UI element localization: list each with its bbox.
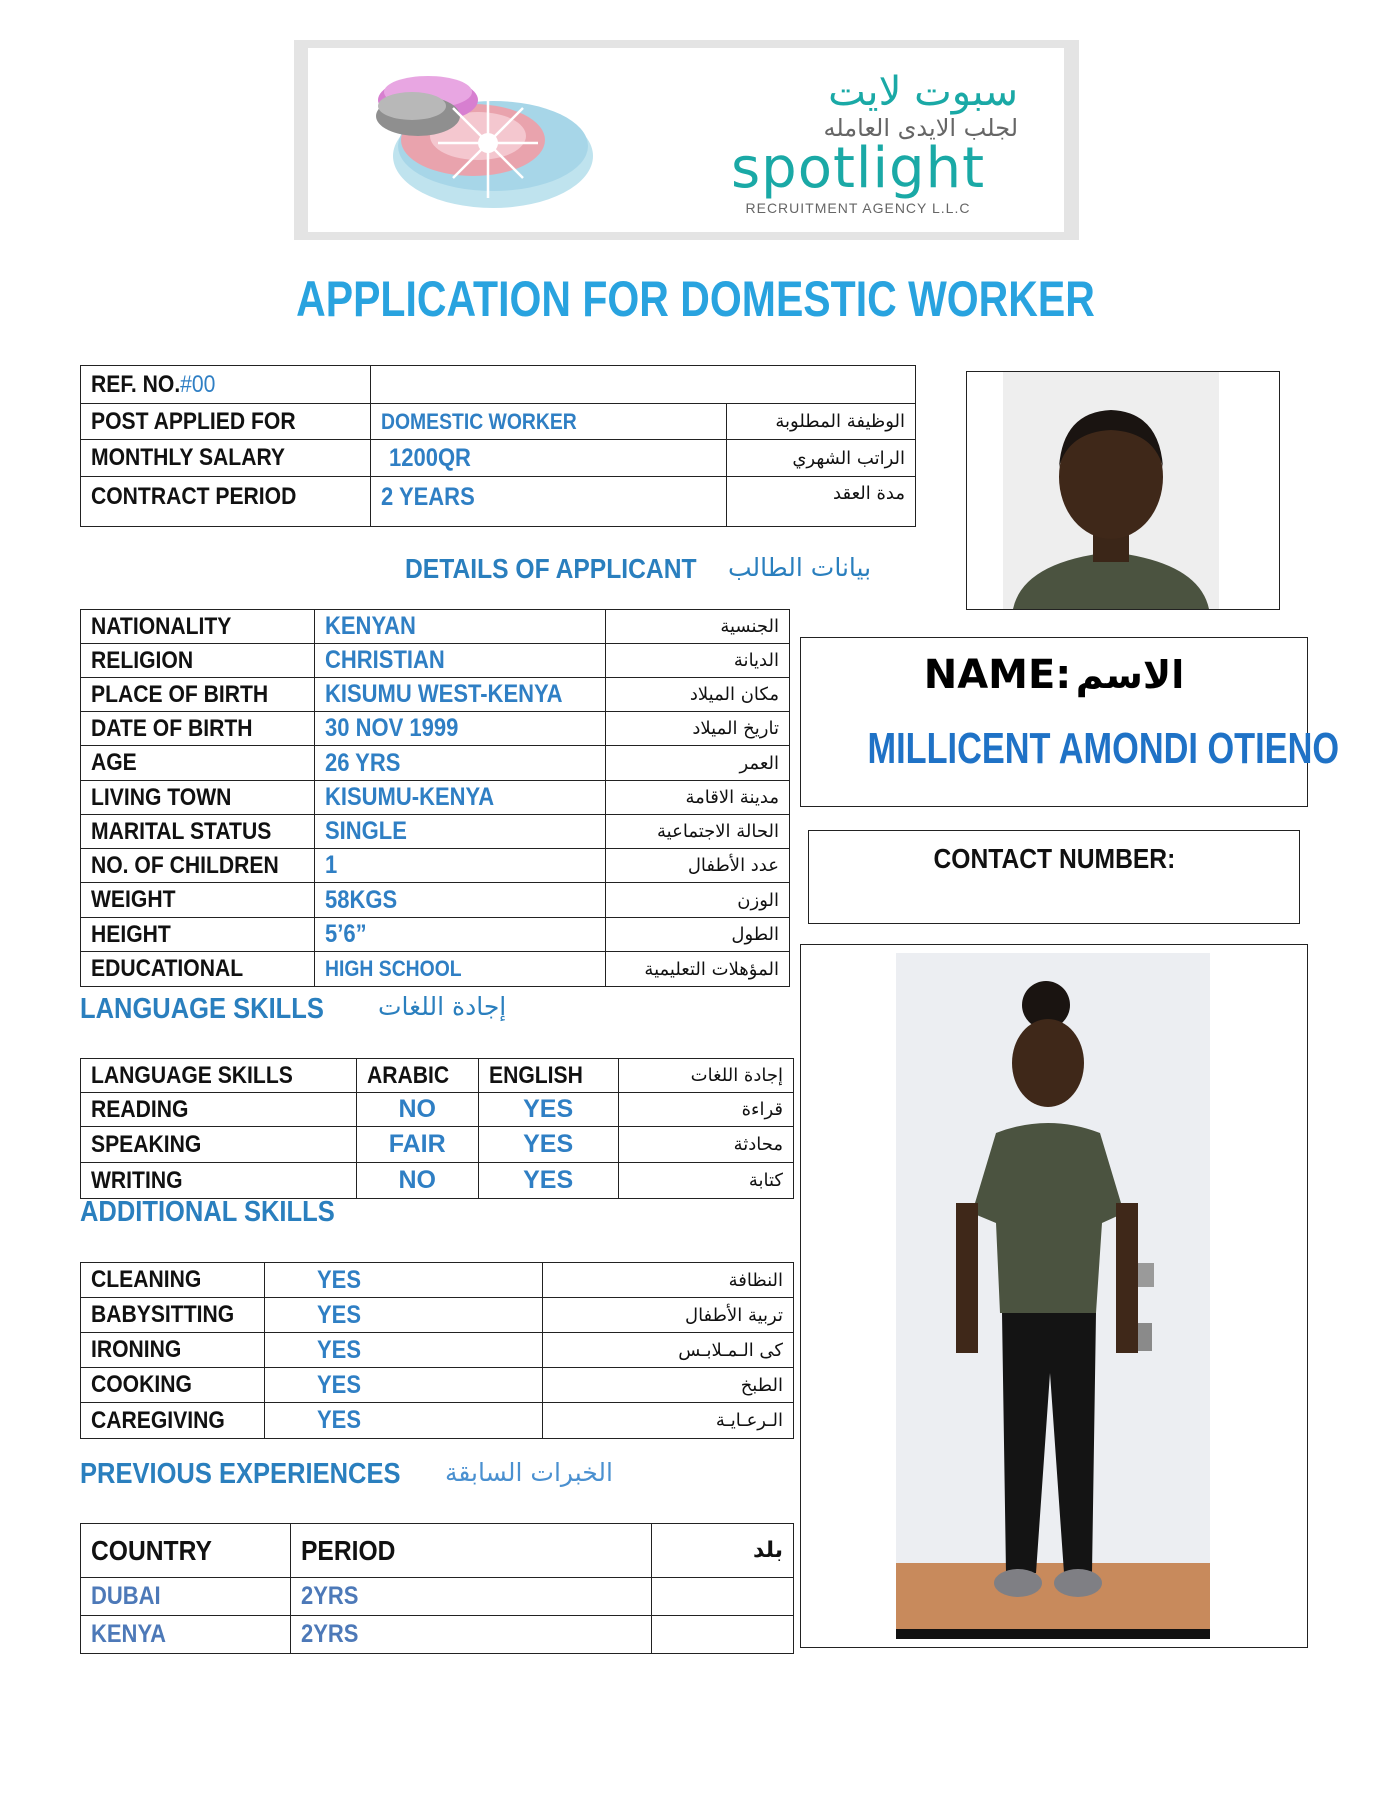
- company-logo: [294, 40, 1079, 240]
- full-photo-frame: [800, 944, 1308, 1648]
- skill-arabic: الـرعـايـة: [542, 1403, 793, 1439]
- column-header: LANGUAGE SKILLS: [91, 1061, 293, 1089]
- detail-value: 30 NOV 1999: [325, 714, 459, 742]
- brand-arabic-name: سبوت لايت: [828, 69, 1018, 115]
- detail-arabic: مدينة الاقامة: [606, 781, 790, 815]
- skill-arabic: تربية الأطفال: [542, 1298, 793, 1333]
- language-skill-label: READING: [91, 1095, 189, 1123]
- skill-arabic: الطبخ: [542, 1368, 793, 1403]
- table-row: [81, 781, 790, 815]
- table-row: [81, 1163, 794, 1199]
- table-row: [81, 678, 790, 712]
- table-row: [81, 1093, 794, 1127]
- skill-label: BABYSITTING: [91, 1301, 235, 1328]
- additional-heading: ADDITIONAL SKILLS: [80, 1196, 335, 1228]
- detail-value: KISUMU-KENYA: [325, 783, 495, 811]
- experience-heading: PREVIOUS EXPERIENCES: [80, 1458, 401, 1490]
- salary-label: MONTHLY SALARY: [91, 444, 286, 471]
- headshot-photo: [1003, 372, 1219, 609]
- contract-label: CONTRACT PERIOD: [91, 483, 297, 510]
- detail-value: KISUMU WEST-KENYA: [325, 680, 563, 708]
- language-skill-arabic: محادثة: [618, 1127, 793, 1163]
- table-row: [81, 440, 916, 477]
- detail-value: 58KGS: [325, 885, 398, 914]
- detail-value: HIGH SCHOOL: [325, 956, 462, 981]
- skill-label: IRONING: [91, 1336, 182, 1363]
- detail-label: NO. OF CHILDREN: [91, 851, 279, 879]
- skill-arabic: النظافة: [542, 1263, 793, 1298]
- details-heading: DETAILS OF APPLICANT: [405, 553, 697, 584]
- post-arabic: الوظيفة المطلوبة: [727, 404, 916, 440]
- language-table: [80, 1058, 794, 1199]
- experience-period: 2YRS: [300, 1582, 359, 1610]
- english-level: YES: [478, 1093, 618, 1127]
- experience-period: 2YRS: [300, 1620, 359, 1648]
- skill-label: CLEANING: [91, 1266, 202, 1293]
- contact-box: [808, 830, 1300, 924]
- skill-label: COOKING: [91, 1371, 192, 1398]
- detail-arabic: عدد الأطفال: [606, 849, 790, 883]
- detail-label: DATE OF BIRTH: [91, 714, 253, 742]
- skill-arabic: كى الـمـلابـس: [542, 1333, 793, 1368]
- table-row: [81, 1263, 794, 1298]
- detail-label: LIVING TOWN: [91, 783, 232, 811]
- detail-value: SINGLE: [325, 817, 408, 845]
- skill-value: YES: [316, 1406, 361, 1434]
- language-heading: LANGUAGE SKILLS: [80, 993, 324, 1025]
- ref-value: #00: [180, 370, 216, 398]
- detail-label: HEIGHT: [91, 920, 171, 948]
- detail-arabic: تاريخ الميلاد: [606, 712, 790, 746]
- skill-value: YES: [316, 1370, 361, 1399]
- table-row: [81, 477, 916, 527]
- full-body-photo: [896, 953, 1210, 1639]
- table-row: [81, 918, 790, 952]
- person-portrait-icon: [1003, 372, 1219, 609]
- detail-arabic: الحالة الاجتماعية: [606, 815, 790, 849]
- table-row: [81, 952, 790, 987]
- table-row: [81, 746, 790, 781]
- applicant-name: MILLICENT AMONDI OTIENO: [867, 724, 1340, 773]
- column-header: ENGLISH: [488, 1061, 583, 1089]
- column-header-arabic: بلد: [652, 1524, 794, 1578]
- name-box: [800, 637, 1340, 807]
- detail-label: AGE: [91, 749, 137, 776]
- language-heading-arabic: إجادة اللغات: [378, 992, 507, 1021]
- page-title: APPLICATION FOR DOMESTIC WORKER: [296, 271, 1095, 327]
- table-row: [81, 849, 790, 883]
- detail-value: 5’6”: [325, 920, 367, 948]
- contract-arabic: مدة العقد: [727, 477, 916, 527]
- language-skill-arabic: كتابة: [618, 1163, 793, 1199]
- ref-blank-cell: [370, 366, 915, 404]
- detail-label: EDUCATIONAL: [91, 955, 244, 982]
- details-table: [80, 609, 790, 987]
- column-header: PERIOD: [300, 1534, 396, 1566]
- experience-country: KENYA: [91, 1620, 166, 1648]
- detail-arabic: المؤهلات التعليمية: [606, 952, 790, 987]
- additional-skills-table: [80, 1262, 794, 1439]
- table-row: [81, 1524, 794, 1578]
- language-skill-arabic: قراءة: [618, 1093, 793, 1127]
- column-header: COUNTRY: [91, 1534, 212, 1566]
- person-standing-icon: [896, 953, 1210, 1639]
- arabic-level: FAIR: [356, 1127, 478, 1163]
- detail-label: NATIONALITY: [91, 612, 232, 640]
- skill-value: YES: [316, 1335, 361, 1364]
- detail-value: 1: [325, 851, 338, 879]
- arabic-level: NO: [356, 1163, 478, 1199]
- ref-row: [81, 366, 916, 404]
- table-row: [81, 644, 790, 678]
- skill-value: YES: [316, 1300, 361, 1329]
- table-row: [81, 1059, 794, 1093]
- brand-arabic-tagline: لجلب الايدى العامله: [823, 114, 1018, 142]
- detail-label: PLACE OF BIRTH: [91, 680, 269, 708]
- contract-value: 2 YEARS: [380, 483, 475, 511]
- table-row: [81, 1403, 794, 1439]
- name-label-line: [801, 652, 1307, 698]
- table-row: [81, 1298, 794, 1333]
- skill-label: CAREGIVING: [91, 1406, 225, 1434]
- spotlight-emblem-icon: [348, 48, 618, 232]
- english-level: YES: [478, 1163, 618, 1199]
- contact-label: CONTACT NUMBER:: [933, 843, 1175, 874]
- detail-value: KENYAN: [325, 612, 417, 640]
- english-level: YES: [478, 1127, 618, 1163]
- detail-label: WEIGHT: [91, 886, 176, 913]
- ref-cell: [81, 366, 371, 404]
- detail-arabic: الوزن: [606, 883, 790, 918]
- post-value: DOMESTIC WORKER: [380, 408, 577, 434]
- detail-label: RELIGION: [91, 646, 194, 674]
- table-row: [81, 712, 790, 746]
- logo-panel: [308, 48, 1064, 232]
- table-row: [81, 1333, 794, 1368]
- ref-label: REF. NO.: [91, 370, 181, 398]
- details-heading-arabic: بيانات الطالب: [728, 553, 872, 582]
- salary-arabic: الراتب الشهري: [727, 440, 916, 477]
- experience-table: [80, 1523, 794, 1654]
- name-label-arabic: الاسم: [1075, 653, 1185, 697]
- arabic-level: NO: [356, 1093, 478, 1127]
- experience-heading-arabic: الخبرات السابقة: [445, 1458, 613, 1487]
- table-row: [81, 610, 790, 644]
- detail-arabic: الجنسية: [606, 610, 790, 644]
- brand-english-name: spotlight: [730, 136, 986, 201]
- detail-label: MARITAL STATUS: [91, 817, 272, 845]
- experience-country: DUBAI: [91, 1582, 161, 1610]
- salary-value: 1200QR: [388, 443, 471, 472]
- detail-arabic: العمر: [606, 746, 790, 781]
- column-header: ARABIC: [366, 1061, 449, 1089]
- detail-arabic: الديانة: [606, 644, 790, 678]
- detail-arabic: الطول: [606, 918, 790, 952]
- table-row: [81, 1616, 794, 1654]
- detail-arabic: مكان الميلاد: [606, 678, 790, 712]
- table-row: [81, 404, 916, 440]
- column-header-arabic: إجادة اللغات: [618, 1059, 793, 1093]
- language-skill-label: WRITING: [91, 1166, 183, 1194]
- name-label: NAME:: [923, 652, 1072, 698]
- table-row: [81, 1127, 794, 1163]
- skill-value: YES: [316, 1265, 361, 1294]
- table-row: [81, 883, 790, 918]
- table-row: [81, 815, 790, 849]
- job-table: [80, 365, 916, 527]
- post-label: POST APPLIED FOR: [91, 407, 296, 435]
- table-row: [81, 1578, 794, 1616]
- detail-value: CHRISTIAN: [325, 646, 446, 674]
- table-row: [81, 1368, 794, 1403]
- language-skill-label: SPEAKING: [91, 1130, 202, 1158]
- brand-subtitle: RECRUITMENT AGENCY L.L.C: [745, 200, 971, 216]
- detail-value: 26 YRS: [325, 748, 401, 777]
- headshot-frame: [966, 371, 1280, 610]
